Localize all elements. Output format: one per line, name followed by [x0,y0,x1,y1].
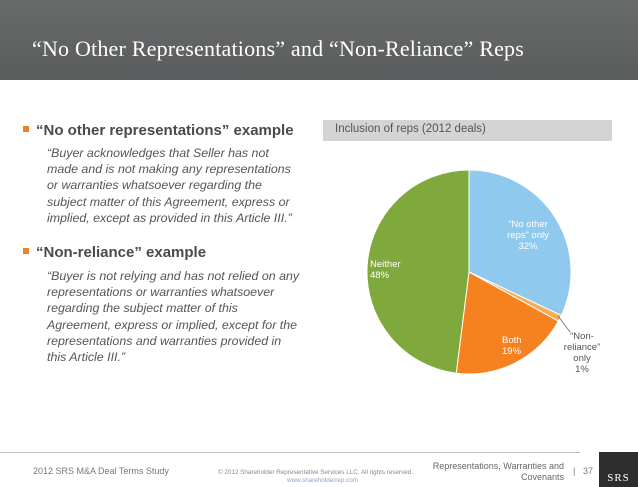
bullet-quote-no-other-reps [47,145,312,226]
quote-line: or warranties whatsoever regarding the [47,178,262,193]
bullet-heading-text: “No other representations” example [36,122,294,139]
quote-line: implied, except as provided in this Article III.” [47,210,292,225]
pie-slice-label: “No other reps” only 32% [507,219,549,252]
logo-text: SRS [607,472,630,484]
bullet-square-icon [23,248,29,254]
footer-section-line: Covenants [520,472,564,482]
pie-slice-label: Both 19% [502,335,522,357]
pie-slice-label: “Non-reliance” only 1% [563,331,601,375]
leader-line [558,316,570,332]
quote-line: “Buyer acknowledges that Seller has not [47,146,269,160]
quote-line: this Article III.” [47,350,126,365]
chart-header [323,120,612,141]
title-bar [0,0,638,80]
pie-slice-label: Neither 48% [370,259,401,281]
bullet-heading-no-other-reps [36,122,294,139]
footer-section-name [430,461,564,483]
bullet-square-icon [23,126,29,132]
pie-chart [320,146,620,396]
page-number: 37 [583,466,594,476]
footer-copyright: © 2012 Shareholder Representative Services LLC. All rights reserved. [218,469,414,476]
footer-link[interactable]: www.shareholderrep.com [287,477,359,484]
quote-line: representations or warranties whatsoever [47,285,275,300]
srs-logo [599,452,638,487]
quote-line: made and is not making any representations [47,162,291,177]
quote-line: Agreement, express or implied, except for the [47,317,297,332]
bullet-heading-text: “Non-reliance” example [36,244,207,261]
quote-line: representations and warranties provided in [47,333,282,348]
footer-study-name: 2012 SRS M&A Deal Terms Study [33,466,169,476]
quote-line: subject matter of this Agreement, express or [47,194,290,209]
slide-title: “No Other Representations” and “Non-Reliance” Reps [32,36,524,61]
chart-title: Inclusion of reps (2012 deals) [335,123,486,135]
footer-divider [0,452,580,453]
quote-line: “Buyer is not relying and has not relied on any [47,269,300,283]
bullet-heading-non-reliance [36,244,206,261]
quote-line: regarding the subject matter of this [47,301,238,316]
footer-section-line: Representations, Warranties and [432,461,564,471]
footer-separator: | [573,466,576,476]
bullet-quote-non-reliance [47,268,312,365]
